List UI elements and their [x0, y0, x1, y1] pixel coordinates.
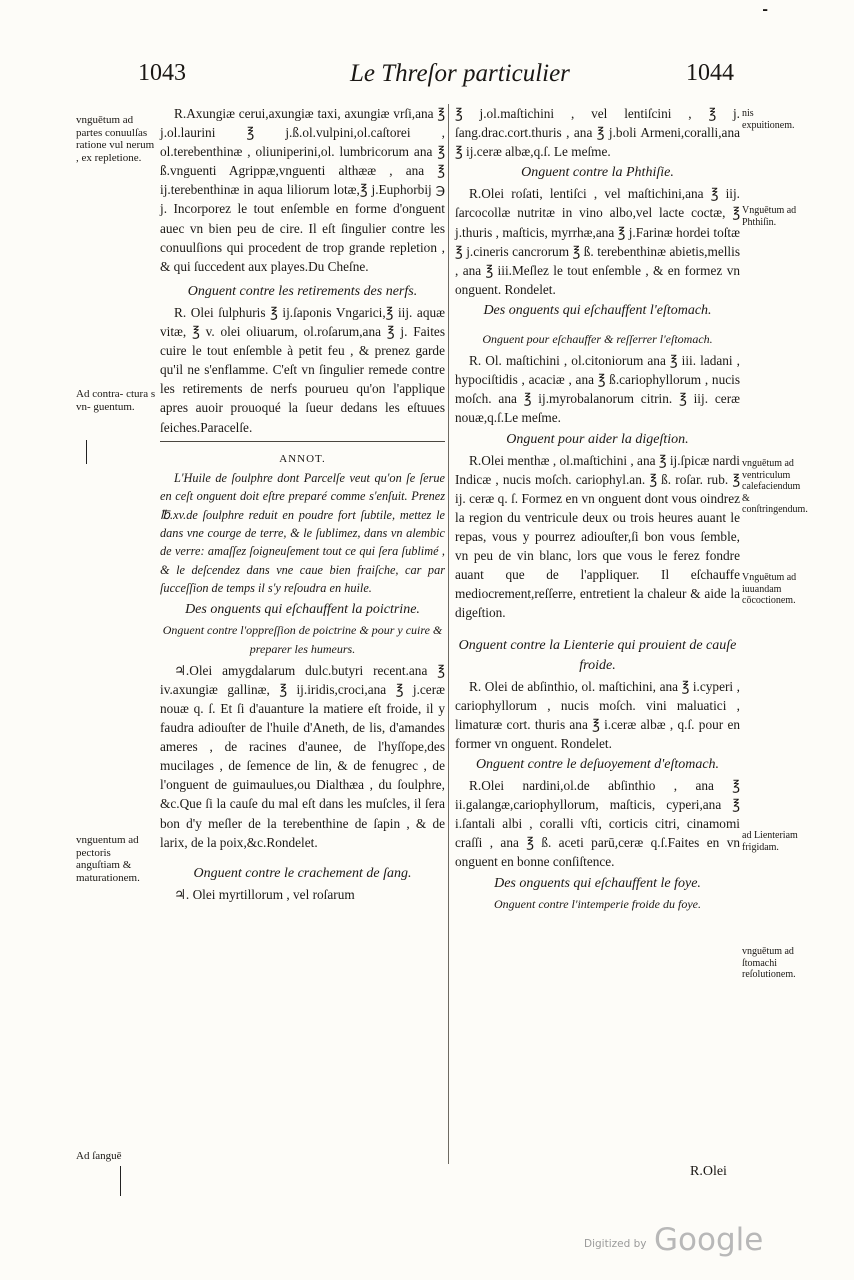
- margin-note-left: Ad contra- ctura s vn- guentum.: [76, 388, 156, 413]
- margin-note-left: vnguentum ad pectoris anguſtiam & maturationem.: [76, 834, 140, 884]
- page-number-right: 1044: [686, 60, 734, 86]
- annotation-label: ANNOT.: [279, 452, 326, 465]
- google-logo: Google: [654, 1222, 764, 1258]
- running-title: Le Threſor particulier: [350, 60, 570, 87]
- margin-note-right: nis expuitionem.: [742, 108, 795, 131]
- left-column: [160, 104, 445, 904]
- paragraph: ♃.Olei amygdalarum dulc.butyri recent.ana ℥ iv.axungiæ gallinæ, ℥ ij.iridis,croci,ana ℥ j.ceræ nouæ q. ſ. Et ſi d'auanture la matiere eſt froide, il y faudra adiouſter de l'huile d'Aneth, de lis, d'amandes ameres , de racines d'aunee, de l'hyſſope,des mucilages , de ſemence de lin, & de fenugrec , de l'onguent de guimaulues,ou Dialthæa , du ſoulphre, &c.Que ſi la cauſe du mal eſt dans les muſcles, il ſera bon d'y meſler de la terebenthine de ſapin , & de larix, de la poix,&c.Rondelet.: [160, 662, 445, 850]
- page-number-left: 1043: [138, 60, 186, 86]
- margin-note-right: vnguētum ad ventriculum calefaciendum & conſtringendum.: [742, 458, 808, 515]
- margin-bracket: [120, 1166, 121, 1196]
- digitized-label: Digitized by: [584, 1238, 647, 1250]
- subsection-heading: Onguent contre l'intemperie froide du foye.: [494, 896, 701, 911]
- section-heading: Des onguents qui eſchauffent la poictrine.: [185, 601, 420, 617]
- section-heading: Onguent contre les retirements des nerfs.: [187, 283, 418, 299]
- paragraph: R. Ol. maſtichini , ol.citoniorum ana ℥ iii. ladani , hypociſtidis , acaciæ , ana ℥ ß.cariophyllorum , nucis moſch. ana ℥ ij.myrobalanorum citrin. ℥ iij. ceræ nouæ,q.ſ.Le meſme.: [455, 353, 740, 426]
- paragraph: R.Olei nardini,ol.de abſinthio , ana ℥ ii.galangæ,cariophyllorum, maſticis, cyperi,ana ℥ i.ſantali albi , coralli vſti, corticis citri, cinamomi craſſi , ana ℥ ß. aceti parū,ceræ q.ſ.Faites en vn onguent en bonne conſiſtence.: [455, 778, 740, 870]
- paragraph: R. Olei ſulphuris ℥ ij.ſaponis Vngarici,℥ iij. aquæ vitæ, ℥ v. olei oliuarum, ol.roſarum,ana ℥ j. Faites cuire le tout enſemble à petit feu , & prenez garde qu'il ne s'enflamme. C'eſt vn ſingulier remede contre les retirements de nerfs pourueu qu'on l'applique apres auoir prouoqué la ſueur dedans les eſtuues ſeiches.Paracelſe.: [160, 304, 445, 435]
- margin-note-right: vnguētum ad ſtomachi reſolutionem.: [742, 946, 796, 980]
- section-heading: Onguent pour aider la digeſtion.: [506, 431, 689, 447]
- column-divider: [448, 104, 449, 1164]
- margin-note-right: Vnguētum ad iuuandam cōcoctionem.: [742, 572, 797, 606]
- section-heading: Onguent contre la Lienterie qui prouient de cauſe froide.: [458, 638, 737, 673]
- paragraph: R. Olei de abſinthio, ol. maſtichini, ana ℥ i.cyperi , cariophyllorum , nucis moſch. vini maluatici , limaturæ cort. thuris ana ℥ i.ceræ albæ , q.ſ. pour en former vn onguent. Rondelet.: [455, 678, 740, 751]
- corner-mark: -: [762, 2, 768, 18]
- digitization-watermark: [584, 1222, 774, 1262]
- paragraph: ℥ j.ol.maſtichini , vel lentiſcini , ℥ j. ſang.drac.cort.thuris , ana ℥ j.boli Armeni,coralli,ana ℥ ij.ceræ albæ,q.ſ. Le meſme.: [455, 106, 740, 160]
- paragraph: R.Olei roſati, lentiſci , vel maſtichini,ana ℥ iij. ſarcocollæ nutritæ in vino albo,vel lacte coctæ, ℥ j.thuris , maſticis, myrrhæ,ana ℥ j.Farinæ hordei toſtæ ℥ j.cineris cancrorum ℥ ß. terebenthinæ abietis,mellis , ana ℥ iii.Meſlez le tout enſemble , & en formez vn onguent. Rondelet.: [455, 186, 740, 297]
- subsection-heading: Onguent contre l'oppreſſion de poictrine & pour y cuire & preparer les humeurs.: [162, 622, 443, 656]
- section-heading: Des onguents qui eſchauffent l'eſtomach.: [483, 302, 712, 318]
- margin-note-right: Vnguētum ad Phthiſin.: [742, 205, 797, 228]
- margin-note-left: vnguētum ad partes conuulſas ratione vul nerum , ex repletione.: [76, 114, 155, 164]
- section-heading: Onguent contre le crachement de ſang.: [193, 865, 412, 881]
- subsection-heading: Onguent pour eſchauffer & reſſerrer l'eſtomach.: [482, 332, 713, 347]
- paragraph: R.Olei menthæ , ol.maſtichini , ana ℥ ij.ſpicæ nardi Indicæ , nucis moſch. cariophyl.an. ℥ ß. roſar. rub. ℥ ij. ceræ q. ſ. Formez en vn onguent dont vous oindrez la region du ventricule deux ou trois heures auant le repas, vous y pourrez adiouſter,ſi bon vous ſemble, vn peu de vin blanc, lors que vous le ferez fondre auant que de l'appliquer. Il eſchauffe mediocrement,reſſerre, entretient la chaleur & aide la digeſtion.: [455, 452, 740, 621]
- section-heading: Onguent contre le deſuoyement d'eſtomach.: [475, 757, 720, 772]
- margin-bracket: [86, 440, 87, 464]
- catchword: R.Olei: [690, 1164, 727, 1179]
- paragraph: ♃. Olei myrtillorum , vel roſarum: [174, 886, 355, 902]
- margin-note-right: ad Lienteriam frigidam.: [742, 830, 798, 853]
- right-column: [455, 104, 740, 916]
- margin-note-left: Ad ſanguē: [76, 1150, 122, 1162]
- section-heading: Onguent contre la Phthiſie.: [521, 165, 674, 181]
- rule: [160, 441, 445, 442]
- section-heading: Des onguents qui eſchauffent le foye.: [494, 875, 701, 891]
- annotation-text: L'Huile de ſoulphre dont Parcelſe veut qu'on ſe ſerue en ceſt onguent doit eſtre preparé comme s'enſuit. Prenez ℔.xv.de ſoulphre reduit en poudre fort ſubtile, mettez le dans vne courge de terre, & le ſublimez, dans vn alembic de verre: amaſſez ſoigneuſement tout ce qui ſera ſublimé , & le deſcendez dans vne caue bien fraiſche, car par ſucceſſion de temps il s'y reſoudra en huile.: [160, 470, 445, 596]
- paragraph: R.Axungiæ cerui,axungiæ taxi, axungiæ vrſi,ana ℥ j.ol.laurini ℥ j.ß.ol.vulpini,ol.caſtorei , ol.terebenthinæ , oliuniperini,ol. lumbricorum ana ℥ ß.vnguenti Agrippæ,vnguenti althææ , ana ℥ ij.terebenthinæ in aqua liliorum lotæ,℥ j.Euphorbij ℈ j. Incorporez le tout enſemble en forme d'onguent auec vn bien peu de cire. Il eſt ſingulier contre les conuulſions qui procedent de trop grande repletion , & qui ſuccedent aux playes.Du Cheſne.: [160, 106, 445, 274]
